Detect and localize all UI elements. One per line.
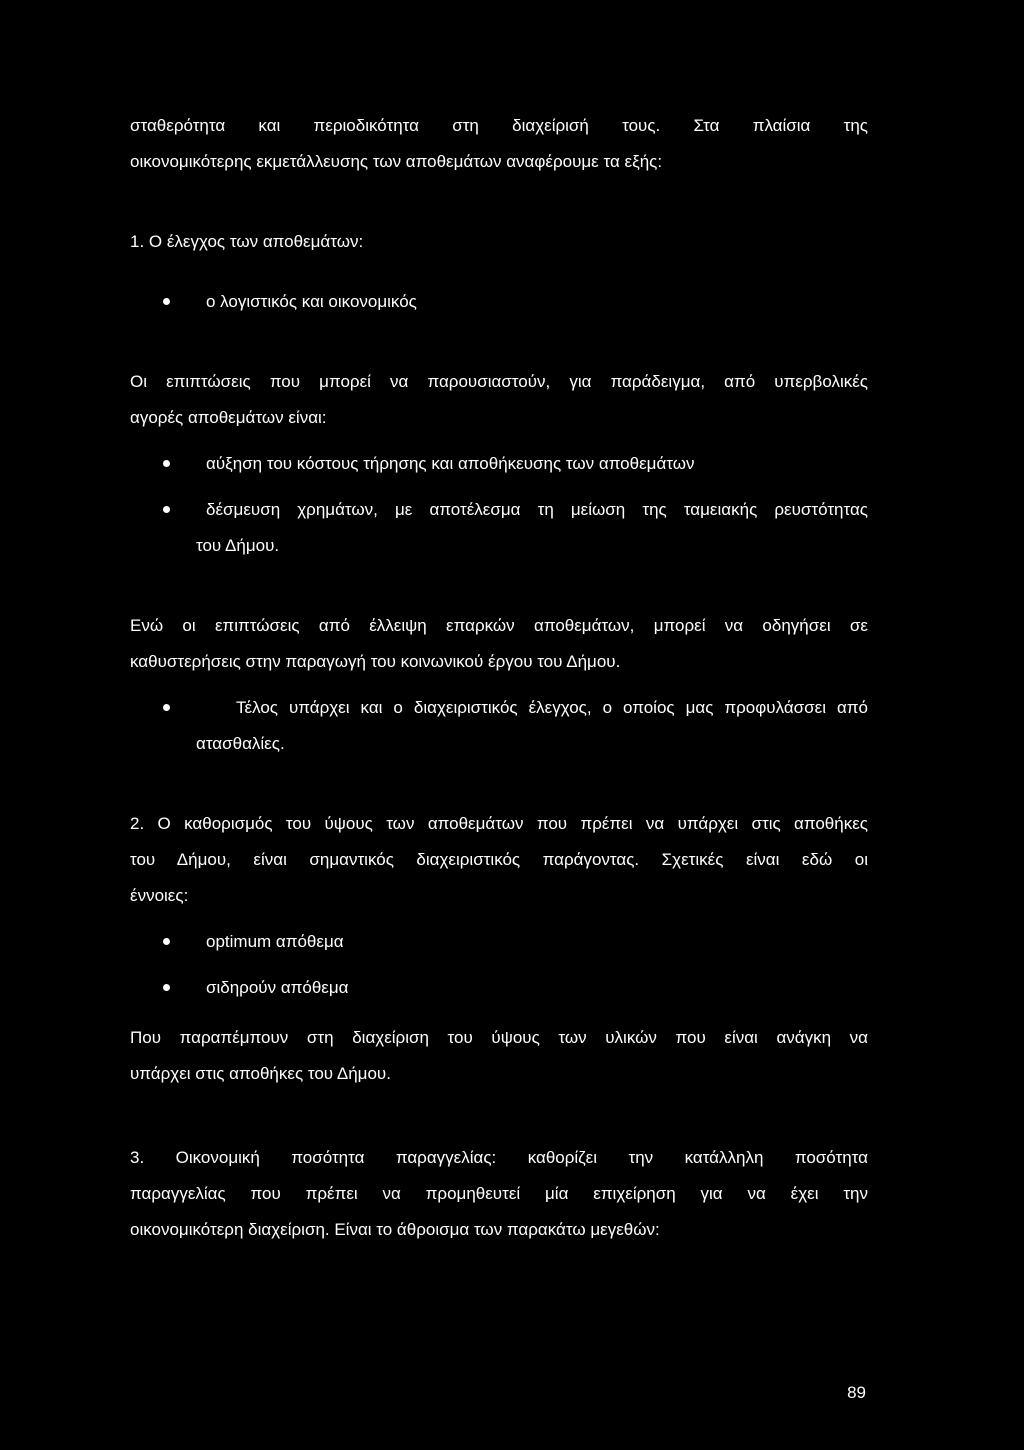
bullet-item xyxy=(130,970,868,1006)
bullet-text: ο λογιστικός και οικονομικός xyxy=(206,292,417,311)
text-line: σταθερότητα και περιοδικότητα στη διαχείρισή τους. Στα πλαίσια της xyxy=(130,116,868,135)
bullet-icon xyxy=(163,938,170,945)
bullet-icon xyxy=(163,704,170,711)
bullet-text: optimum απόθεμα xyxy=(206,932,344,951)
bullet-item xyxy=(130,284,868,320)
bullet-icon xyxy=(163,506,170,513)
text-line: Ενώ οι επιπτώσεις από έλλειψη επαρκών αποθεμάτων, μπορεί να οδηγήσει σε xyxy=(130,616,868,635)
bullet-item xyxy=(130,690,868,726)
bullet-text: αύξηση του κόστους τήρησης και αποθήκευσης των αποθεμάτων xyxy=(206,454,695,473)
text-line: Που παραπέμπουν στη διαχείριση του ύψους των υλικών που είναι ανάγκη να xyxy=(130,1028,868,1047)
bullet-continuation: ατασθαλίες. xyxy=(196,734,285,753)
numbered-heading: 2. Ο καθορισμός του ύψους των αποθεμάτων που πρέπει να υπάρχει στις αποθήκες xyxy=(130,814,868,833)
numbered-heading: 1. Ο έλεγχος των αποθεμάτων: xyxy=(130,232,364,251)
text-line: παραγγελίας που πρέπει να προμηθευτεί μία επιχείρηση για να έχει την xyxy=(130,1184,868,1203)
bullet-text: σιδηρούν απόθεμα xyxy=(206,978,349,997)
text-line: οικονομικότερης εκμετάλλευσης των αποθεμάτων αναφέρουμε τα εξής: xyxy=(130,152,663,171)
text-line: αγορές αποθεμάτων είναι: xyxy=(130,408,327,427)
text-line: του Δήμου, είναι σημαντικός διαχειριστικός παράγοντας. Σχετικές είναι εδώ οι xyxy=(130,850,868,869)
page-number: 89 xyxy=(847,1383,866,1402)
bullet-icon xyxy=(163,460,170,467)
text-line: καθυστερήσεις στην παραγωγή του κοινωνικού έργου του Δήμου. xyxy=(130,652,621,671)
bullet-item xyxy=(130,492,868,528)
bullet-icon xyxy=(163,298,170,305)
bullet-text: Τέλος υπάρχει και ο διαχειριστικός έλεγχος, ο οποίος μας προφυλάσσει από xyxy=(236,698,868,717)
bullet-item xyxy=(130,446,868,482)
document-body xyxy=(130,108,868,1248)
text-line: υπάρχει στις αποθήκες του Δήμου. xyxy=(130,1064,391,1083)
text-line: Οι επιπτώσεις που μπορεί να παρουσιαστούν, για παράδειγμα, από υπερβολικές xyxy=(130,372,868,391)
text-line: έννοιες: xyxy=(130,886,189,905)
bullet-icon xyxy=(163,984,170,991)
text-line: οικονομικότερη διαχείριση. Είναι το άθροισμα των παρακάτω μεγεθών: xyxy=(130,1220,660,1239)
bullet-item xyxy=(130,924,868,960)
numbered-heading: 3. Οικονομική ποσότητα παραγγελίας: καθορίζει την κατάλληλη ποσότητα xyxy=(130,1148,868,1167)
bullet-continuation: του Δήμου. xyxy=(196,536,280,555)
bullet-text: δέσμευση χρημάτων, με αποτέλεσμα τη μείωση της ταμειακής ρευστότητας xyxy=(206,500,868,519)
